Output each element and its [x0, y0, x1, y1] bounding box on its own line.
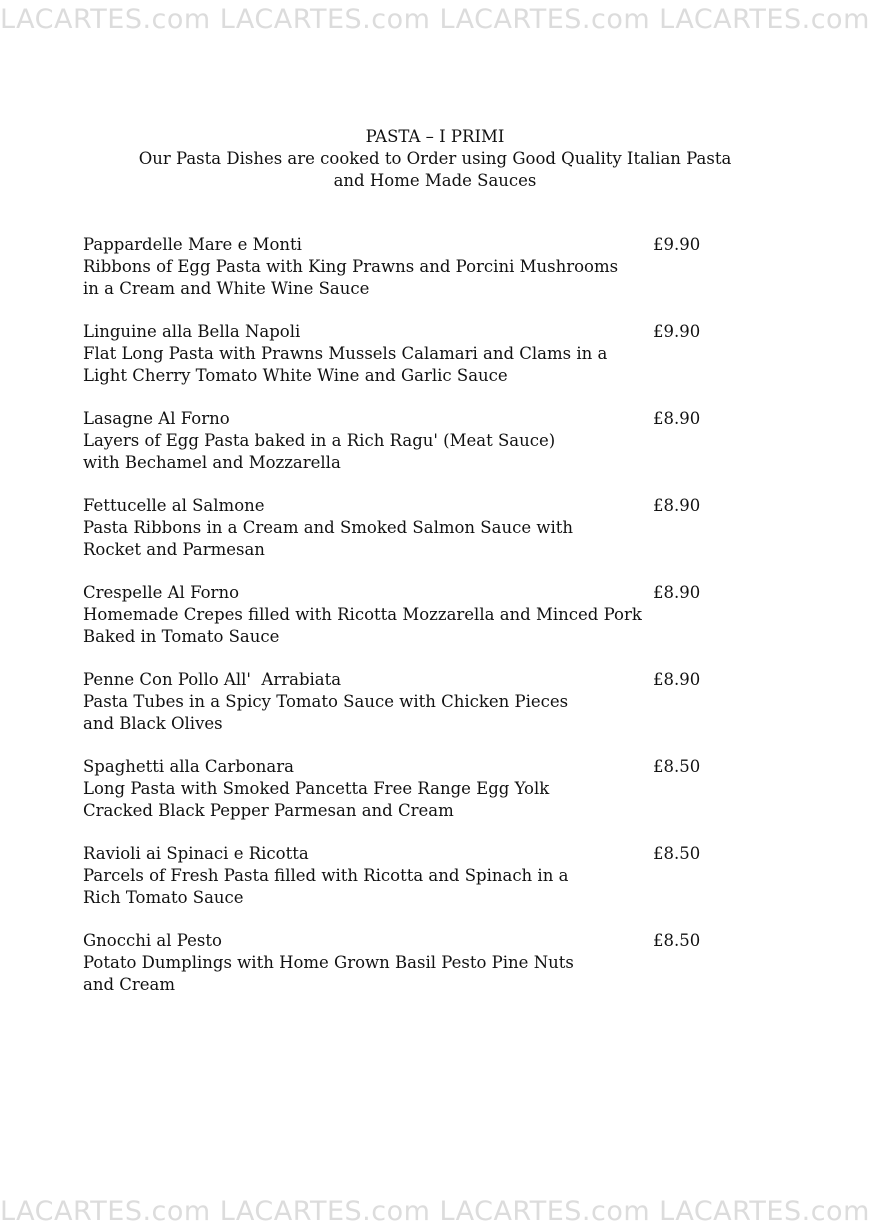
item-description: Baked in Tomato Sauce — [83, 627, 280, 646]
item-price: £8.50 — [653, 844, 701, 863]
watermark-text: LACARTES.com — [659, 1198, 870, 1225]
watermark-top — [0, 6, 870, 33]
watermark-text: LACARTES.com — [0, 1198, 211, 1225]
item-name: Spaghetti alla Carbonara — [83, 757, 294, 776]
watermark-text: LACARTES.com — [439, 6, 651, 33]
item-description: Potato Dumplings with Home Grown Basil Pesto Pine Nuts — [83, 953, 574, 972]
menu-item — [83, 234, 723, 321]
item-description: with Bechamel and Mozzarella — [83, 453, 341, 472]
item-description: Light Cherry Tomato White Wine and Garlic Sauce — [83, 366, 508, 385]
menu-item — [83, 669, 723, 756]
menu-header — [0, 126, 870, 192]
watermark-text: LACARTES.com — [659, 6, 870, 33]
item-name: Crespelle Al Forno — [83, 583, 240, 602]
item-description: Rocket and Parmesan — [83, 540, 265, 559]
item-price: £9.90 — [653, 235, 701, 254]
item-description: Ribbons of Egg Pasta with King Prawns and Porcini Mushrooms — [83, 257, 619, 276]
menu-item — [83, 408, 723, 495]
item-price: £8.90 — [653, 409, 701, 428]
item-description: Homemade Crepes filled with Ricotta Mozzarella and Minced Pork — [83, 605, 642, 624]
item-description: Layers of Egg Pasta baked in a Rich Ragu' (Meat Sauce) — [83, 431, 556, 450]
item-price: £8.50 — [653, 757, 701, 776]
menu-item — [83, 843, 723, 930]
watermark-text: LACARTES.com — [0, 6, 211, 33]
menu-item — [83, 321, 723, 408]
item-description: Pasta Ribbons in a Cream and Smoked Salmon Sauce with — [83, 518, 573, 537]
item-name: Pappardelle Mare e Monti — [83, 235, 302, 254]
menu-item — [83, 756, 723, 843]
item-description: Pasta Tubes in a Spicy Tomato Sauce with Chicken Pieces — [83, 692, 569, 711]
pasta-menu-list — [83, 234, 723, 1017]
menu-item — [83, 495, 723, 582]
watermark-text: LACARTES.com — [219, 6, 431, 33]
item-description: and Cream — [83, 975, 176, 994]
item-price: £8.90 — [653, 670, 701, 689]
item-price: £8.90 — [653, 496, 701, 515]
item-price: £9.90 — [653, 322, 701, 341]
item-description: and Black Olives — [83, 714, 223, 733]
item-description: in a Cream and White Wine Sauce — [83, 279, 370, 298]
watermark-text: LACARTES.com — [219, 1198, 431, 1225]
section-title: PASTA – I PRIMI — [365, 127, 505, 146]
item-name: Linguine alla Bella Napoli — [83, 322, 301, 341]
watermark-text: LACARTES.com — [439, 1198, 651, 1225]
item-description: Parcels of Fresh Pasta filled with Ricotta and Spinach in a — [83, 866, 569, 885]
watermark-bottom — [0, 1198, 870, 1225]
item-name: Lasagne Al Forno — [83, 409, 230, 428]
menu-item — [83, 930, 723, 1017]
item-description: Rich Tomato Sauce — [83, 888, 244, 907]
item-price: £8.50 — [653, 931, 701, 950]
item-description: Flat Long Pasta with Prawns Mussels Calamari and Clams in a — [83, 344, 608, 363]
item-name: Gnocchi al Pesto — [83, 931, 222, 950]
item-name: Ravioli ai Spinaci e Ricotta — [83, 844, 309, 863]
item-price: £8.90 — [653, 583, 701, 602]
item-description: Cracked Black Pepper Parmesan and Cream — [83, 801, 454, 820]
item-name: Fettucelle al Salmone — [83, 496, 265, 515]
menu-item — [83, 582, 723, 669]
section-subtitle-line-2: and Home Made Sauces — [333, 171, 537, 190]
item-name: Penne Con Pollo All' Arrabiata — [83, 670, 342, 689]
item-description: Long Pasta with Smoked Pancetta Free Range Egg Yolk — [83, 779, 550, 798]
section-subtitle-line-1: Our Pasta Dishes are cooked to Order using Good Quality Italian Pasta — [138, 149, 732, 168]
